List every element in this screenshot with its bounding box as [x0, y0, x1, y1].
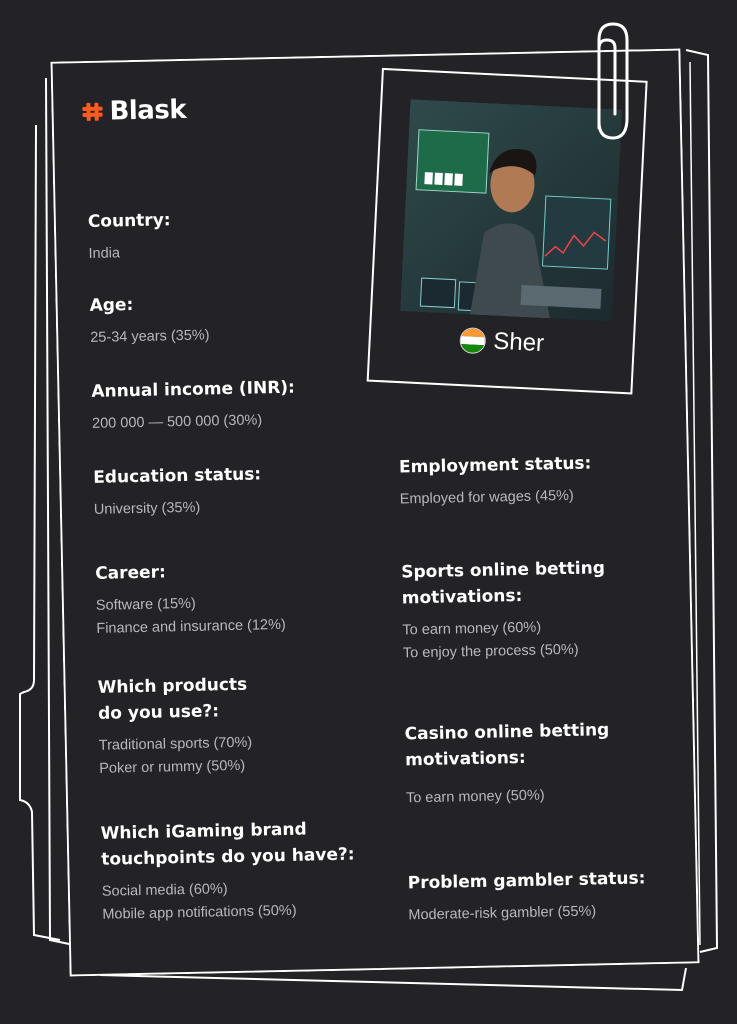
field-label: Career: [95, 562, 166, 584]
field-values [102, 875, 403, 927]
field-value: Employed for wages (45%) [399, 487, 574, 508]
hash-logo-icon [81, 101, 103, 123]
field-label: Casino online betting motivations: [404, 720, 610, 771]
field-value: Moderate-risk gambler (55%) [408, 903, 597, 924]
field-value: Software (15%) [95, 595, 196, 614]
field-employment [399, 449, 670, 512]
paperclip-icon [585, 18, 635, 148]
field-sports-motivations [401, 554, 673, 666]
field-label: Which products do you use?: [97, 674, 248, 724]
field-label: Problem gambler status: [407, 868, 646, 894]
field-values [99, 729, 400, 781]
field-value: To earn money (50%) [405, 787, 545, 807]
field-values [402, 614, 673, 666]
persona-card [50, 49, 699, 977]
field-label: Annual income (INR): [91, 377, 296, 402]
field-career [95, 555, 397, 641]
field-label: Age: [89, 295, 134, 316]
field-education [93, 459, 394, 522]
field-value: Mobile app notifications (50%) [102, 902, 297, 923]
field-label: Sports online betting motivations: [401, 558, 606, 609]
field-value: Traditional sports (70%) [98, 734, 253, 754]
india-flag-icon [459, 327, 486, 354]
field-values [96, 589, 397, 641]
field-age [89, 287, 390, 350]
field-problem-gambler [408, 865, 689, 928]
field-products [97, 669, 399, 781]
persona-name: Sher [492, 327, 545, 358]
field-value: 200 000 — 500 000 (30%) [91, 412, 263, 432]
persona-name-row [370, 322, 633, 363]
field-casino-motivations [404, 716, 676, 811]
brand-name: Blask [109, 94, 187, 127]
field-country [88, 203, 389, 266]
field-value: India [88, 245, 121, 262]
field-value: University (35%) [93, 499, 201, 518]
field-label: Education status: [93, 464, 262, 488]
field-value: To earn money (60%) [402, 619, 542, 639]
field-value: To enjoy the process (50%) [402, 641, 579, 662]
field-touchpoints [100, 815, 402, 927]
field-label: Employment status: [398, 453, 592, 478]
field-label: Country: [87, 210, 171, 232]
field-value: 25-34 years (35%) [90, 327, 210, 346]
field-value: Poker or rummy (50%) [99, 757, 246, 777]
field-label: Which iGaming brand touchpoints do you have?: [100, 819, 355, 870]
field-income [91, 373, 392, 436]
field-value: Finance and insurance (12%) [96, 616, 286, 637]
field-value: Social media (60%) [101, 881, 228, 900]
brand-logo [81, 95, 186, 127]
